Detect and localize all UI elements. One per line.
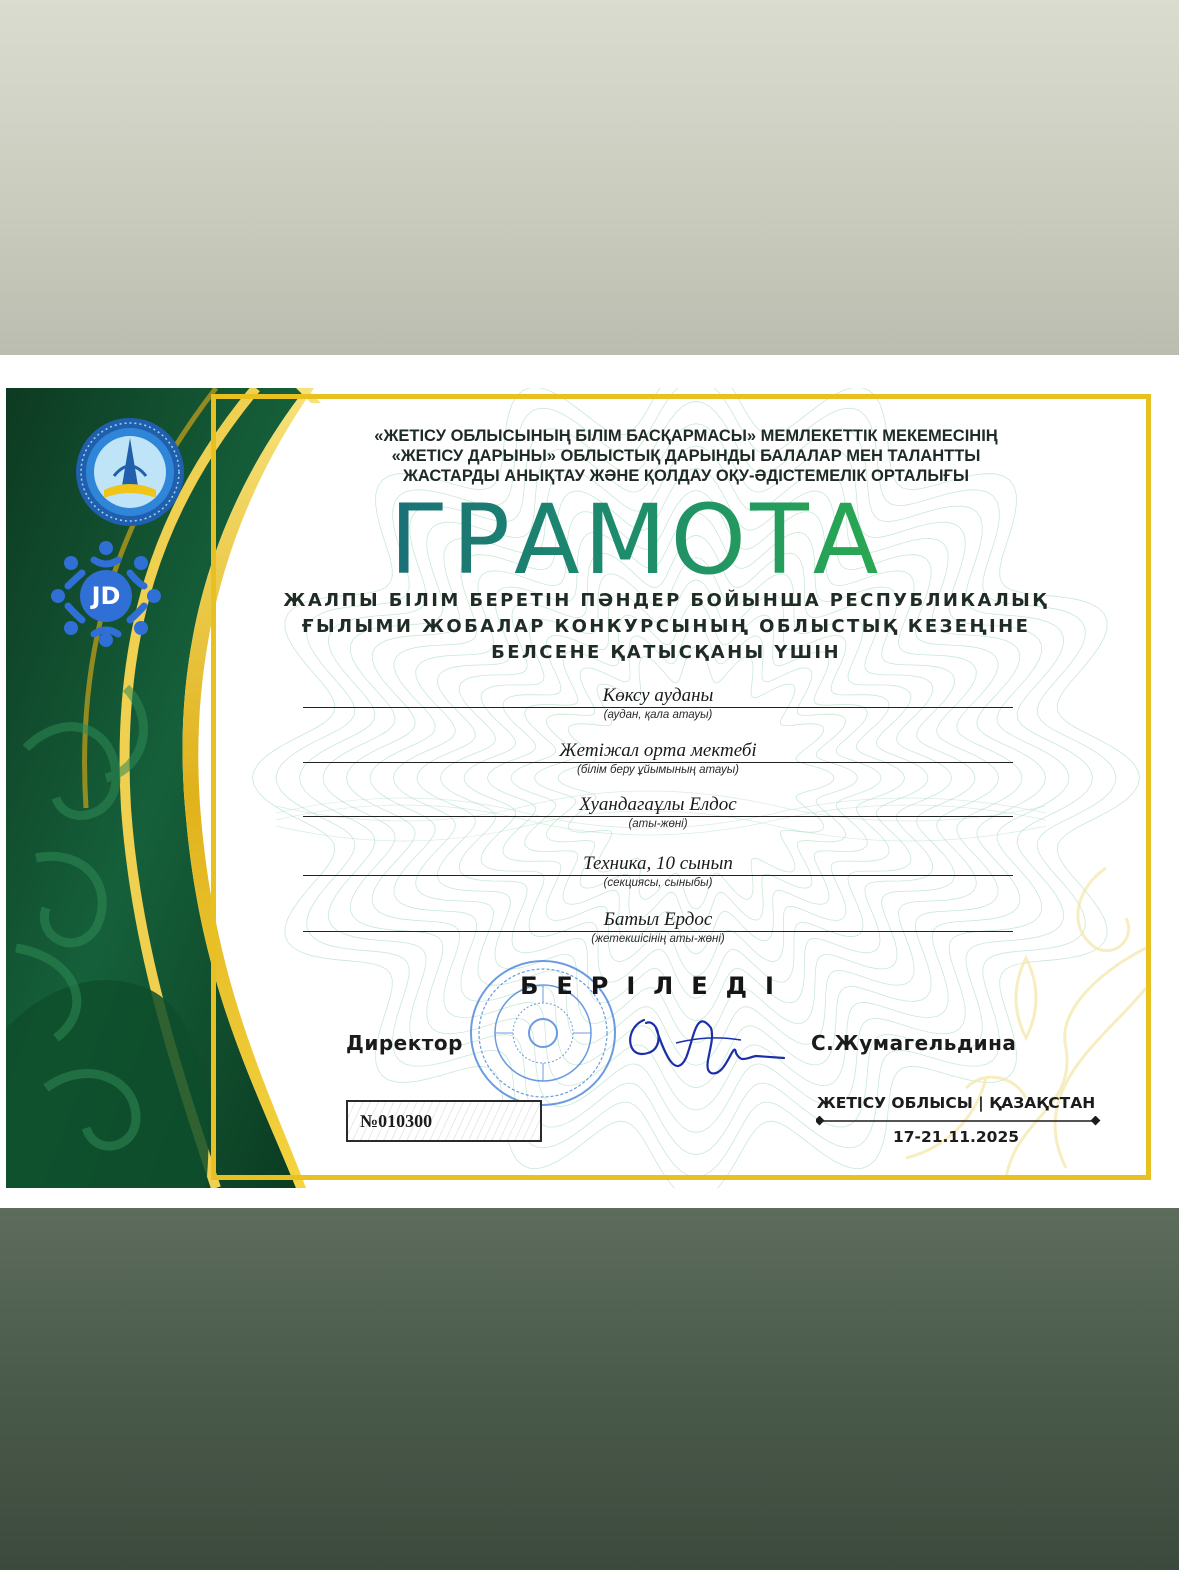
- school-field: [303, 740, 1013, 778]
- section-grade-field: [303, 853, 1013, 891]
- certificate-photo: [0, 355, 1179, 1208]
- supervisor-caption: (жетекшісінің аты-жөні): [591, 933, 725, 945]
- student-name-field: [303, 794, 1013, 832]
- bottom-background: [0, 1208, 1179, 1570]
- district-value: Көксу ауданы: [303, 685, 1013, 708]
- supervisor-value: Батыл Ердос: [303, 909, 1013, 932]
- reason-line: ҒЫЛЫМИ ЖОБАЛАР КОНКУРСЫНЫҢ ОБЛЫСТЫҚ КЕЗЕҢІНЕ: [301, 616, 1031, 637]
- certificate: [6, 388, 1154, 1188]
- student-name-value: Хуандагаұлы Елдос: [303, 794, 1013, 817]
- issuer-line: «ЖЕТІСУ ДАРЫНЫ» ОБЛЫСТЫҚ ДАРЫНДЫ БАЛАЛАР МЕН ТАЛАНТТЫ: [391, 447, 981, 465]
- section-grade-value: Техника, 10 сынып: [303, 853, 1013, 876]
- top-background: [0, 0, 1179, 355]
- director-label: Директор: [346, 1031, 463, 1055]
- director-name: С.Жумагельдина: [811, 1031, 1017, 1055]
- event-dates: 17-21.11.2025: [892, 1128, 1020, 1146]
- awarded-text: БЕРІЛЕДІ: [520, 972, 792, 1000]
- district-field: [303, 685, 1013, 723]
- serial-number-box: [346, 1100, 542, 1142]
- section-grade-caption: (секциясы, сыныбы): [603, 877, 713, 889]
- certificate-title: ГРАМОТА: [336, 488, 936, 592]
- district-caption: (аудан, қала атауы): [603, 709, 713, 721]
- footer-divider: [816, 1116, 1101, 1126]
- school-value: Жетіжал орта мектебі: [303, 740, 1013, 763]
- supervisor-field: [303, 909, 1013, 947]
- signature-icon: [616, 998, 796, 1088]
- region-label: ЖЕТІСУ ОБЛЫСЫ | ҚАЗАҚСТАН: [816, 1094, 1096, 1112]
- student-name-caption: (аты-жөні): [628, 818, 688, 830]
- issuer-line: «ЖЕТІСУ ОБЛЫСЫНЫҢ БІЛІМ БАСҚАРМАСЫ» МЕМЛЕКЕТТІК МЕКЕМЕСІНІҢ: [374, 427, 998, 445]
- jd-logo-text: JD: [91, 582, 121, 610]
- serial-number: №010300: [360, 1111, 433, 1131]
- issuer-line: ЖАСТАРДЫ АНЫҚТАУ ЖӘНЕ ҚОЛДАУ ОҚУ-ӘДІСТЕМЕЛІК ОРТАЛЫҒЫ: [402, 467, 970, 485]
- education-department-logo-icon: [74, 416, 186, 528]
- reason-line: БЕЛСЕНЕ ҚАТЫСҚАНЫ ҮШІН: [491, 642, 841, 663]
- jd-logo-icon: [46, 538, 166, 648]
- reason-line: ЖАЛПЫ БІЛІМ БЕРЕТІН ПӘНДЕР БОЙЫНША РЕСПУБЛИКАЛЫҚ: [283, 590, 1049, 611]
- award-reason: [266, 588, 1066, 666]
- school-caption: (білім беру ұйымының атауы): [577, 764, 739, 776]
- issuer-header: [306, 426, 1066, 486]
